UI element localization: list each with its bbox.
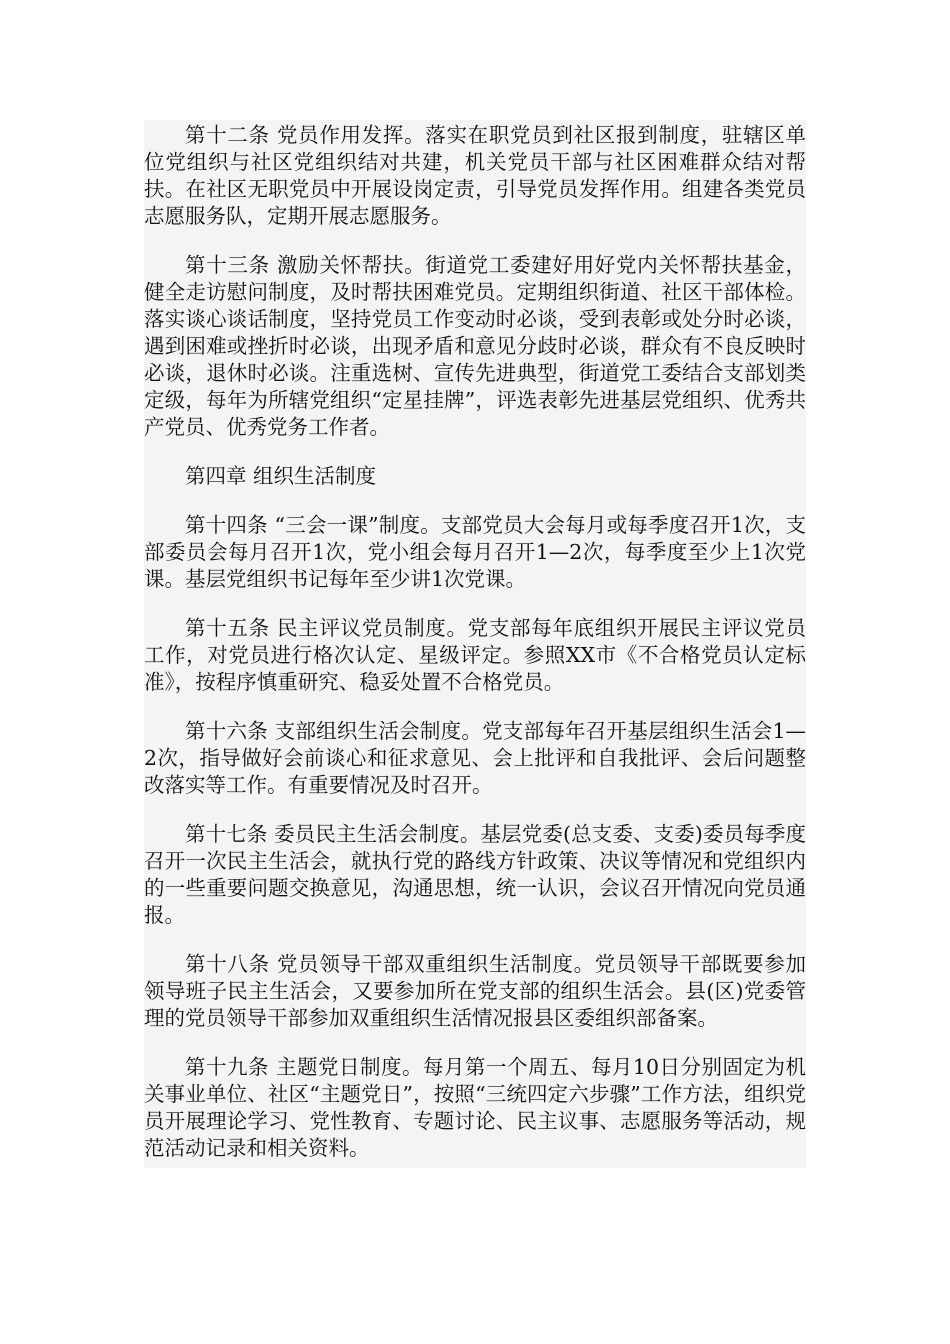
- article-15: 第十五条 民主评议党员制度。党支部每年底组织开展民主评议党员工作，对党员进行格次认定、星级评定。参照XX市《不合格党员认定标准》，按程序慎重研究、稳妥处置不合格党员。: [144, 616, 806, 694]
- article-19: 第十九条 主题党日制度。每月第一个周五、每月10日分别固定为机关事业单位、社区“主题党日”，按照“三统四定六步骤”工作方法，组织党员开展理论学习、党性教育、专题讨论、民主议事、志愿服务等活动，规范活动记录和相关资料。: [144, 1055, 806, 1160]
- article-17: 第十七条 委员民主生活会制度。基层党委(总支委、支委)委员每季度召开一次民主生活会，就执行党的路线方针政策、决议等情况和党组织内的一些重要问题交换意见，沟通思想，统一认识，会议召开情况向党员通报。: [144, 822, 806, 927]
- article-14: 第十四条 “三会一课”制度。支部党员大会每月或每季度召开1次，支部委员会每月召开1次，党小组会每月召开1—2次，每季度至少上1次党课。基层党组织书记每年至少讲1次党课。: [144, 513, 806, 591]
- article-16: 第十六条 支部组织生活会制度。党支部每年召开基层组织生活会1—2次，指导做好会前谈心和征求意见、会上批评和自我批评、会后问题整改落实等工作。有重要情况及时召开。: [144, 719, 806, 797]
- article-13: 第十三条 激励关怀帮扶。街道党工委建好用好党内关怀帮扶基金，健全走访慰问制度，及时帮扶困难党员。定期组织街道、社区干部体检。落实谈心谈话制度，坚持党员工作变动时必谈，受到表彰或处分时必谈，遇到困难或挫折时必谈，出现矛盾和意见分歧时必谈，群众有不良反映时必谈，退休时必谈。注重选树、宣传先进典型，街道党工委结合支部划类定级，每年为所辖党组织“定星挂牌”，评选表彰先进基层党组织、优秀共产党员、优秀党务工作者。: [144, 253, 806, 439]
- document-body: [144, 120, 806, 1168]
- article-12: 第十二条 党员作用发挥。落实在职党员到社区报到制度，驻辖区单位党组织与社区党组织结对共建，机关党员干部与社区困难群众结对帮扶。在社区无职党员中开展设岗定责，引导党员发挥作用。组建各类党员志愿服务队，定期开展志愿服务。: [144, 123, 806, 228]
- chapter-4-heading: 第四章 组织生活制度: [185, 464, 377, 488]
- article-18: 第十八条 党员领导干部双重组织生活制度。党员领导干部既要参加领导班子民主生活会，又要参加所在党支部的组织生活会。县(区)党委管理的党员领导干部参加双重组织生活情况报县区委组织部备案。: [144, 952, 806, 1030]
